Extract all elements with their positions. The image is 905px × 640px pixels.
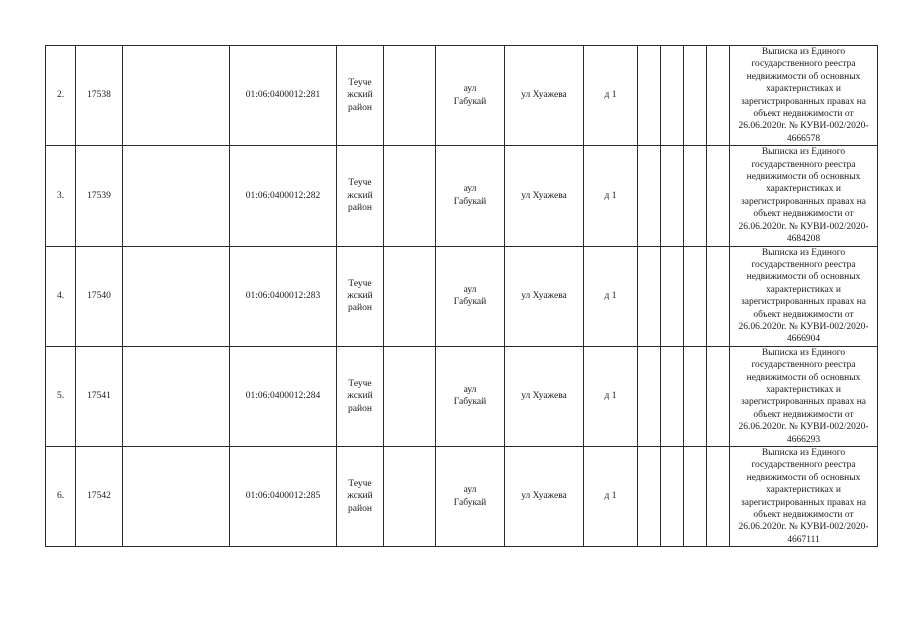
document-line: 26.06.2020г. № КУВИ-002/2020- xyxy=(738,321,869,332)
district-line: жский xyxy=(347,391,373,402)
settlement-line: Габукай xyxy=(453,497,487,508)
empty-cell xyxy=(638,146,661,246)
empty-cell xyxy=(684,46,707,146)
district-line: район xyxy=(348,403,372,414)
street-cell xyxy=(505,346,584,446)
settlement-cell xyxy=(436,146,505,246)
cadastral-number-cell xyxy=(230,146,337,246)
empty-cell xyxy=(684,146,707,246)
row-number-text: 4. xyxy=(56,290,65,301)
district-line: жский xyxy=(347,491,373,502)
district-line: жский xyxy=(347,190,373,201)
document-line: зарегистрированных правах на xyxy=(740,96,867,107)
empty-cell xyxy=(123,346,230,446)
registry-table-body xyxy=(46,46,878,547)
row-number-cell xyxy=(46,447,76,547)
district-line: район xyxy=(348,503,372,514)
house-cell xyxy=(584,146,638,246)
district-line: Теуче xyxy=(348,479,372,490)
settlement-cell xyxy=(436,46,505,146)
registry-number-cell xyxy=(76,146,123,246)
street-cell xyxy=(505,46,584,146)
row-number-cell xyxy=(46,46,76,146)
cadastral-number-text: 01:06:0400012:284 xyxy=(245,391,321,402)
cadastral-number-text: 01:06:0400012:281 xyxy=(245,90,321,101)
document-line: 4666904 xyxy=(786,334,821,345)
document-line: государственного реестра xyxy=(751,259,856,270)
district-cell xyxy=(337,246,384,346)
house-cell xyxy=(584,346,638,446)
district-line: Теуче xyxy=(348,378,372,389)
row-number-cell xyxy=(46,146,76,246)
district-line: район xyxy=(348,102,372,113)
settlement-cell xyxy=(436,246,505,346)
empty-cell xyxy=(661,246,684,346)
document-line: характеристиках и xyxy=(766,84,841,95)
settlement-line: Габукай xyxy=(453,297,487,308)
document-line: государственного реестра xyxy=(751,460,856,471)
settlement-line: Габукай xyxy=(453,397,487,408)
empty-cell xyxy=(384,146,436,246)
document-line: объект недвижимости от xyxy=(753,309,854,320)
house-cell xyxy=(584,46,638,146)
document-line: 4667111 xyxy=(787,534,820,545)
empty-cell xyxy=(707,246,730,346)
cadastral-number-text: 01:06:0400012:283 xyxy=(245,290,321,301)
registry-table xyxy=(45,45,878,547)
house-text: д 1 xyxy=(604,90,617,101)
registry-number-cell xyxy=(76,447,123,547)
document-line: характеристиках и xyxy=(766,485,841,496)
document-line: 26.06.2020г. № КУВИ-002/2020- xyxy=(738,121,869,132)
document-line: зарегистрированных правах на xyxy=(740,297,867,308)
registry-number-cell xyxy=(76,246,123,346)
empty-cell xyxy=(684,447,707,547)
district-line: Теуче xyxy=(348,178,372,189)
document-line: 26.06.2020г. № КУВИ-002/2020- xyxy=(738,522,869,533)
district-cell xyxy=(337,346,384,446)
settlement-line: Габукай xyxy=(453,196,487,207)
district-line: Теуче xyxy=(348,278,372,289)
document-line: государственного реестра xyxy=(751,59,856,70)
document-line: 26.06.2020г. № КУВИ-002/2020- xyxy=(738,221,869,232)
document-line: недвижимости об основных xyxy=(746,71,861,82)
street-text: ул Хуажева xyxy=(521,491,567,502)
street-cell xyxy=(505,146,584,246)
document-line: 26.06.2020г. № КУВИ-002/2020- xyxy=(738,422,869,433)
empty-cell xyxy=(123,447,230,547)
district-cell xyxy=(337,146,384,246)
empty-cell xyxy=(123,46,230,146)
document-line: объект недвижимости от xyxy=(753,409,854,420)
document-line: объект недвижимости от xyxy=(753,209,854,220)
registry-number-cell xyxy=(76,346,123,446)
district-line: жский xyxy=(347,90,373,101)
row-number-cell xyxy=(46,346,76,446)
cadastral-number-cell xyxy=(230,447,337,547)
table-row xyxy=(46,346,878,446)
table-row xyxy=(46,246,878,346)
document-line: недвижимости об основных xyxy=(746,172,861,183)
house-cell xyxy=(584,447,638,547)
house-text: д 1 xyxy=(604,491,617,502)
registry-number-text: 17541 xyxy=(87,391,111,402)
district-line: район xyxy=(348,203,372,214)
registry-number-text: 17540 xyxy=(87,290,111,301)
cadastral-number-text: 01:06:0400012:282 xyxy=(245,190,321,201)
settlement-line: аул xyxy=(463,184,477,195)
empty-cell xyxy=(638,447,661,547)
street-text: ул Хуажева xyxy=(521,90,567,101)
empty-cell xyxy=(123,146,230,246)
registry-number-text: 17538 xyxy=(87,90,111,101)
row-number-cell xyxy=(46,246,76,346)
district-line: Теуче xyxy=(348,78,372,89)
empty-cell xyxy=(384,46,436,146)
row-number-text: 3. xyxy=(56,190,65,201)
empty-cell xyxy=(707,346,730,446)
document-line: характеристиках и xyxy=(766,384,841,395)
document-line: объект недвижимости от xyxy=(753,109,854,120)
document-line: объект недвижимости от xyxy=(753,510,854,521)
document-line: Выписка из Единого xyxy=(761,347,846,358)
empty-cell xyxy=(684,246,707,346)
document-line: 4684208 xyxy=(786,234,821,245)
street-text: ул Хуажева xyxy=(521,190,567,201)
empty-cell xyxy=(384,346,436,446)
street-text: ул Хуажева xyxy=(521,290,567,301)
document-basis-cell xyxy=(730,346,878,446)
table-row xyxy=(46,146,878,246)
empty-cell xyxy=(384,447,436,547)
settlement-line: аул xyxy=(463,384,477,395)
empty-cell xyxy=(661,447,684,547)
document-line: государственного реестра xyxy=(751,159,856,170)
row-number-text: 2. xyxy=(56,90,65,101)
document-line: 4666578 xyxy=(786,133,821,144)
table-row xyxy=(46,46,878,146)
document-basis-cell xyxy=(730,447,878,547)
street-cell xyxy=(505,447,584,547)
empty-cell xyxy=(707,46,730,146)
empty-cell xyxy=(384,246,436,346)
empty-cell xyxy=(638,246,661,346)
empty-cell xyxy=(684,346,707,446)
document-line: зарегистрированных правах на xyxy=(740,497,867,508)
registry-number-cell xyxy=(76,46,123,146)
street-text: ул Хуажева xyxy=(521,391,567,402)
document-line: зарегистрированных правах на xyxy=(740,397,867,408)
empty-cell xyxy=(123,246,230,346)
street-cell xyxy=(505,246,584,346)
empty-cell xyxy=(638,346,661,446)
document-line: государственного реестра xyxy=(751,360,856,371)
house-text: д 1 xyxy=(604,290,617,301)
settlement-cell xyxy=(436,346,505,446)
house-text: д 1 xyxy=(604,391,617,402)
registry-number-text: 17539 xyxy=(87,190,111,201)
empty-cell xyxy=(661,146,684,246)
empty-cell xyxy=(707,447,730,547)
document-basis-cell xyxy=(730,46,878,146)
document-line: Выписка из Единого xyxy=(761,47,846,57)
document-line: недвижимости об основных xyxy=(746,372,861,383)
settlement-line: аул xyxy=(463,284,477,295)
district-line: район xyxy=(348,303,372,314)
document-line: характеристиках и xyxy=(766,284,841,295)
document-line: Выписка из Единого xyxy=(761,247,846,258)
document-line: характеристиках и xyxy=(766,184,841,195)
house-text: д 1 xyxy=(604,190,617,201)
document-line: Выписка из Единого xyxy=(761,448,846,458)
registry-number-text: 17542 xyxy=(87,491,111,502)
settlement-line: Габукай xyxy=(453,96,487,107)
document-line: 4666293 xyxy=(786,434,821,445)
cadastral-number-cell xyxy=(230,246,337,346)
row-number-text: 5. xyxy=(56,391,65,402)
house-cell xyxy=(584,246,638,346)
document-basis-cell xyxy=(730,146,878,246)
table-row xyxy=(46,447,878,547)
row-number-text: 6. xyxy=(56,491,65,502)
document-basis-cell xyxy=(730,246,878,346)
settlement-line: аул xyxy=(463,485,477,496)
cadastral-number-text: 01:06:0400012:285 xyxy=(245,491,321,502)
document-line: Выписка из Единого xyxy=(761,147,846,158)
document-line: недвижимости об основных xyxy=(746,472,861,483)
district-cell xyxy=(337,447,384,547)
empty-cell xyxy=(638,46,661,146)
document-line: недвижимости об основных xyxy=(746,272,861,283)
empty-cell xyxy=(661,46,684,146)
empty-cell xyxy=(661,346,684,446)
cadastral-number-cell xyxy=(230,46,337,146)
settlement-line: аул xyxy=(463,84,477,95)
district-cell xyxy=(337,46,384,146)
cadastral-number-cell xyxy=(230,346,337,446)
district-line: жский xyxy=(347,290,373,301)
settlement-cell xyxy=(436,447,505,547)
document-line: зарегистрированных правах на xyxy=(740,196,867,207)
empty-cell xyxy=(707,146,730,246)
